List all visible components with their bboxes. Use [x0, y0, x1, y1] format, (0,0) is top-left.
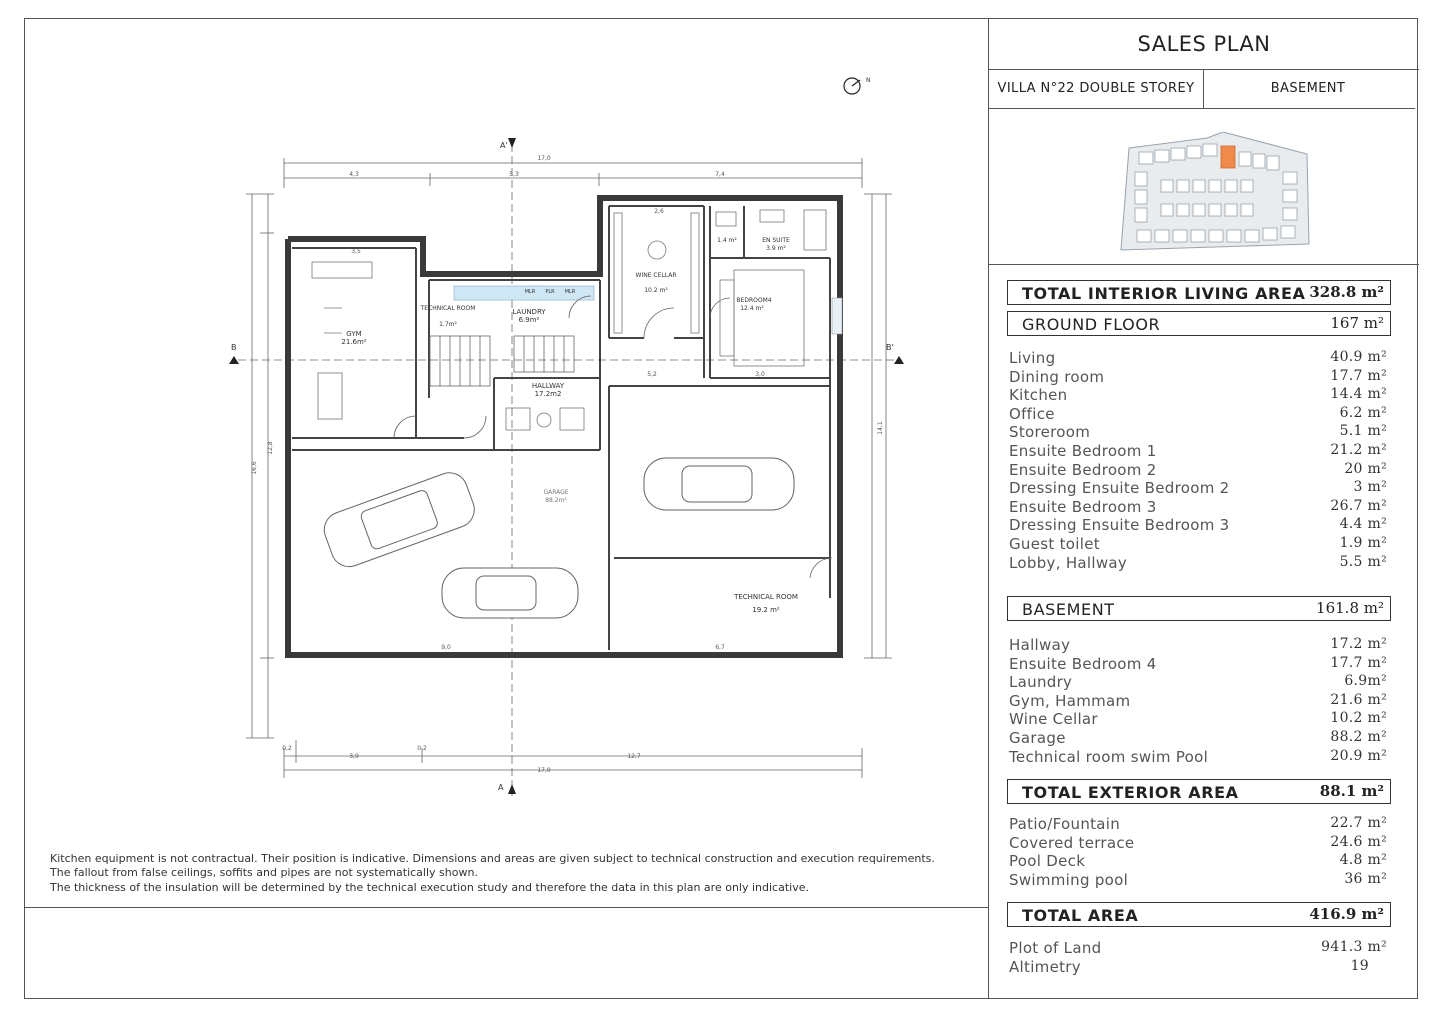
item-value: 22.7 m²: [1330, 815, 1387, 831]
note-line: The fallout from false ceilings, soffits and pipes are not systematically shown.: [50, 866, 478, 880]
list-item: [1009, 692, 1389, 711]
item-name: Living: [1009, 349, 1056, 367]
dim-top-left: 4,3: [349, 171, 359, 178]
ground-floor-label: GROUND FLOOR: [1022, 315, 1161, 334]
item-name: Laundry: [1009, 673, 1073, 692]
item-name: Altimetry: [1009, 957, 1081, 976]
dim-small-b: 0,2: [417, 745, 427, 752]
north-label: N: [866, 77, 871, 84]
list-item: [1009, 535, 1389, 554]
basement-list: [1009, 636, 1389, 766]
item-name: Lobby, Hallway: [1009, 553, 1128, 572]
item-value: 14.4 m²: [1330, 386, 1387, 403]
dim-bedroom-width: 3,0: [755, 371, 765, 378]
item-name: Pool Deck: [1009, 852, 1086, 871]
item-value: 4.4 m²: [1339, 516, 1387, 533]
section-a-bottom: A: [498, 783, 504, 792]
dim-hall-width: 5,2: [647, 371, 657, 378]
plan-notes: [50, 852, 970, 895]
room-garage-label: GARAGE: [543, 489, 569, 496]
list-item: [1009, 636, 1389, 655]
list-item: [1009, 442, 1389, 461]
dim-top-mid: 5,3: [509, 171, 519, 178]
villa-name: VILLA N°22 DOUBLE STOREY: [997, 81, 1195, 96]
item-value: 26.7 m²: [1330, 497, 1387, 514]
basement-header: [1007, 596, 1391, 621]
item-name: Ensuite Bedroom 3: [1009, 497, 1157, 516]
item-value: 6.2 m²: [1339, 404, 1387, 421]
room-wine-area: 10.2 m²: [644, 287, 668, 294]
item-value: 17.7 m²: [1330, 654, 1387, 671]
list-item: [1009, 423, 1389, 442]
floor-level: BASEMENT: [1270, 81, 1346, 96]
section-b-left: B: [231, 343, 237, 352]
item-name: Technical room swim Pool: [1009, 747, 1209, 766]
section-a-top: A': [500, 141, 508, 150]
item-value: 19: [1350, 957, 1369, 974]
divider: [989, 264, 1419, 265]
total-area-header: [1007, 902, 1391, 927]
total-area-value: 416.9 m²: [1309, 905, 1384, 923]
room-gym-label: GYM: [346, 330, 362, 338]
item-name: Office: [1009, 404, 1055, 423]
floor-plan-drawing: [24, 18, 988, 908]
laundry-mlr2: MLR: [564, 289, 576, 295]
list-item: [1009, 834, 1389, 853]
list-item: [1009, 554, 1389, 573]
room-tech-small-label: TECHNICAL ROOM: [420, 305, 476, 312]
room-hallway-area: 17.2m2: [534, 390, 562, 398]
ground-floor-header: [1007, 311, 1391, 336]
item-value: 941.3 m²: [1321, 939, 1387, 955]
item-value: 20 m²: [1344, 460, 1387, 477]
dim-left-total: 16,6: [251, 461, 258, 475]
dim-right-total: 14,1: [877, 421, 884, 435]
list-item: [1009, 710, 1389, 729]
item-value: 4.8 m²: [1339, 852, 1387, 869]
list-item: [1009, 386, 1389, 405]
total-interior-label: TOTAL INTERIOR LIVING AREA: [1022, 284, 1306, 303]
item-name: Dining room: [1009, 367, 1105, 386]
dim-wine-width: 2,6: [654, 208, 664, 215]
ensuite-fixtures: [716, 210, 826, 250]
item-name: Dressing Ensuite Bedroom 2: [1009, 479, 1230, 498]
room-tech-label: TECHNICAL ROOM: [734, 593, 798, 601]
room-bedroom4-area: 12.4 m²: [740, 305, 764, 312]
info-panel: [988, 18, 1418, 999]
room-ensuite-area: 3.9 m²: [766, 245, 786, 252]
list-item: [1009, 673, 1389, 692]
item-value: 21.2 m²: [1330, 441, 1387, 458]
laundry-mlr1: MLR: [524, 289, 536, 295]
light-well-grid: [832, 298, 842, 334]
item-name: Patio/Fountain: [1009, 815, 1121, 833]
room-tech-small-area: 1.7m²: [439, 321, 457, 328]
floor-plan: [24, 18, 988, 908]
room-laundry-area: 6.9m²: [518, 316, 540, 324]
item-value: 40.9 m²: [1330, 349, 1387, 365]
garage-cars: [319, 458, 794, 618]
dim-small-a: 0,2: [282, 745, 292, 752]
footer-divider: [24, 907, 988, 908]
list-item: [1009, 871, 1389, 890]
item-name: Ensuite Bedroom 2: [1009, 460, 1157, 479]
list-item: [1009, 479, 1389, 498]
room-wine-label: WINE CELLAR: [635, 272, 677, 279]
note-line: Kitchen equipment is not contractual. Their position is indicative. Dimensions and areas are given subject to technical construction and execution requirements.: [50, 852, 935, 865]
room-gym-area: 21.6m²: [341, 338, 367, 346]
item-value: 3 m²: [1353, 479, 1387, 496]
laundry-plr: PLR: [545, 289, 555, 295]
item-name: Covered terrace: [1009, 833, 1135, 852]
item-name: Gym, Hammam: [1009, 691, 1131, 710]
list-item: [1009, 815, 1389, 834]
room-laundry-label: LAUNDRY: [512, 308, 546, 316]
dim-bottom-total: 17,0: [537, 767, 551, 774]
item-name: Plot of Land: [1009, 939, 1102, 957]
item-name: Swimming pool: [1009, 870, 1129, 889]
total-area-label: TOTAL AREA: [1022, 906, 1139, 925]
dim-top-right: 7,4: [715, 171, 725, 178]
ground-floor-value: 167 m²: [1330, 314, 1384, 332]
item-name: Storeroom: [1009, 423, 1091, 442]
room-ensuite-label: EN SUITE: [762, 237, 790, 244]
item-name: Ensuite Bedroom 4: [1009, 654, 1157, 673]
note-line: The thickness of the insulation will be determined by the technical execution study and therefore the data in this plan are only indicative.: [50, 880, 809, 894]
item-name: Kitchen: [1009, 386, 1068, 405]
dim-bottom-right: 12,7: [627, 753, 641, 760]
item-name: Dressing Ensuite Bedroom 3: [1009, 516, 1230, 535]
basement-label: BASEMENT: [1022, 600, 1115, 619]
list-item: [1009, 368, 1389, 387]
item-value: 24.6 m²: [1330, 833, 1387, 850]
item-value: 17.2 m²: [1330, 636, 1387, 652]
land-list: [1009, 939, 1389, 976]
item-value: 5.1 m²: [1339, 423, 1387, 440]
ground-floor-list: [1009, 349, 1389, 572]
sales-plan-title: SALES PLAN: [1137, 32, 1271, 56]
list-item: [1009, 405, 1389, 424]
total-interior-header: [1007, 280, 1391, 305]
room-hallway-label: HALLWAY: [531, 382, 565, 390]
item-name: Guest toilet: [1009, 534, 1100, 553]
list-item: [1009, 729, 1389, 748]
item-name: Garage: [1009, 728, 1066, 747]
item-value: 1.9 m²: [1339, 534, 1387, 551]
item-value: 10.2 m²: [1330, 710, 1387, 727]
item-value: 6.9m²: [1344, 673, 1387, 690]
total-exterior-value: 88.1 m²: [1319, 782, 1384, 800]
list-item: [1009, 516, 1389, 535]
list-item: [1009, 852, 1389, 871]
divider: [989, 108, 1415, 109]
list-item: [1009, 498, 1389, 517]
list-item: [1009, 939, 1389, 958]
item-name: Hallway: [1009, 636, 1071, 654]
item-value: 36 m²: [1344, 870, 1387, 887]
room-wc-area: 1.4 m²: [717, 237, 737, 244]
room-garage-area: 88.2m²: [545, 497, 567, 504]
list-item: [1009, 958, 1389, 977]
total-exterior-label: TOTAL EXTERIOR AREA: [1022, 783, 1239, 802]
item-value: 20.9 m²: [1330, 747, 1387, 764]
item-value: 88.2 m²: [1330, 728, 1387, 745]
list-item: [1009, 655, 1389, 674]
dim-tech-width: 6,7: [715, 644, 725, 651]
dim-garage-width: 9,0: [441, 644, 451, 651]
dim-bottom-left: 3,9: [349, 753, 359, 760]
basement-value: 161.8 m²: [1316, 599, 1384, 617]
north-arrow-icon: [844, 78, 860, 94]
hallway-chairs: [506, 408, 584, 430]
dim-top-total: 17,0: [537, 155, 551, 162]
list-item: [1009, 349, 1389, 368]
total-interior-value: 328.8 m²: [1309, 283, 1384, 301]
item-name: Ensuite Bedroom 1: [1009, 441, 1157, 460]
site-location-map: [1117, 132, 1313, 254]
item-value: 17.7 m²: [1330, 367, 1387, 384]
exterior-list: [1009, 815, 1389, 889]
dim-gym-width: 3,5: [351, 248, 361, 255]
dim-left-inner: 12,8: [267, 441, 274, 455]
room-tech-area: 19.2 m²: [752, 606, 780, 614]
villa-plot-highlight: [1221, 146, 1235, 168]
bedroom-bed: [720, 270, 804, 366]
total-exterior-header: [1007, 779, 1391, 804]
list-item: [1009, 748, 1389, 767]
item-name: Wine Cellar: [1009, 710, 1098, 729]
room-bedroom4-label: BEDROOM4: [736, 297, 772, 304]
item-value: 5.5 m²: [1339, 553, 1387, 570]
list-item: [1009, 461, 1389, 480]
item-value: 21.6 m²: [1330, 691, 1387, 708]
section-b-right: B': [886, 343, 894, 352]
